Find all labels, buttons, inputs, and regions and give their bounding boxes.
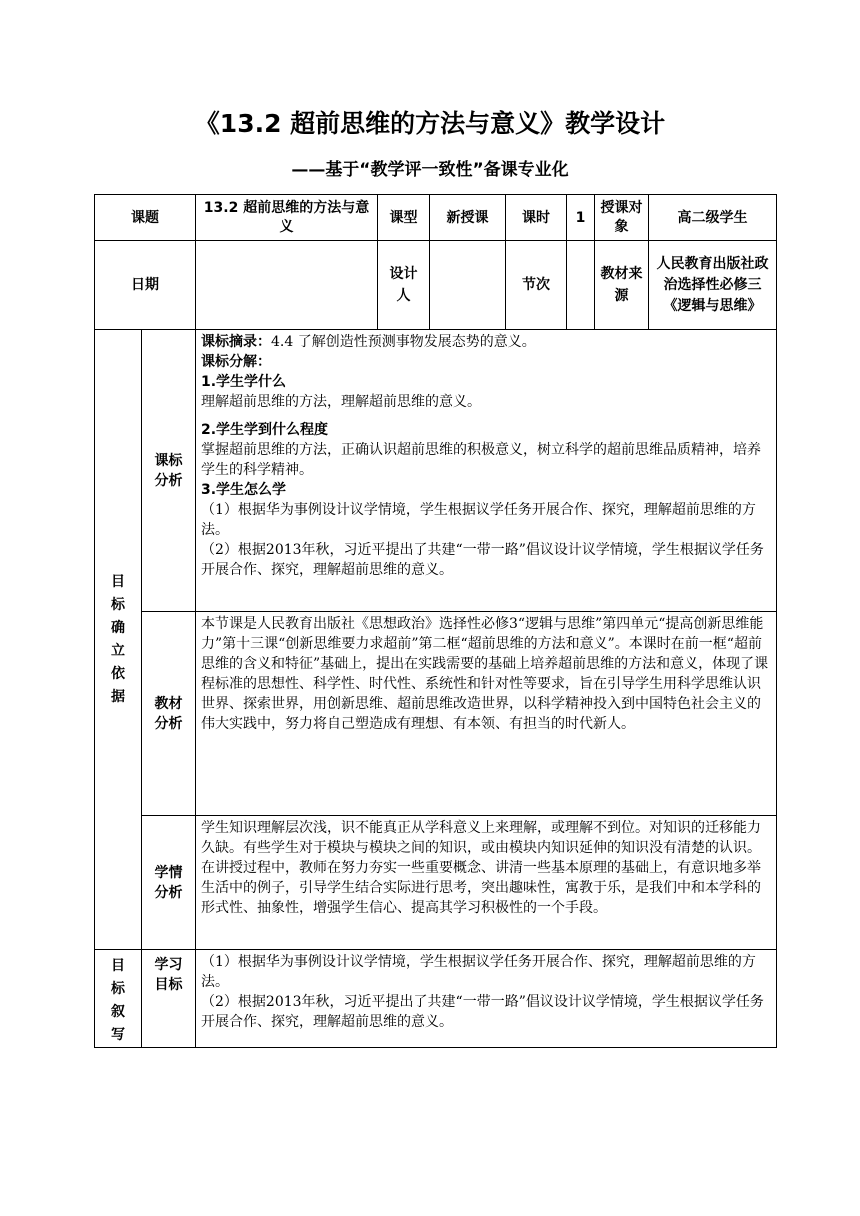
curriculum-label <box>142 330 196 612</box>
info-row-1 <box>95 195 777 241</box>
objectives-group-text: 目标叙写 <box>111 958 125 1043</box>
audience-label: 授课对象 <box>595 195 649 241</box>
audience-value: 高二级学生 <box>649 195 777 241</box>
topic-value: 13.2 超前思维的方法与意义 <box>196 195 378 241</box>
document-subtitle: ——基于“教学评一致性”备课专业化 <box>291 160 569 180</box>
answer-1: 理解超前思维的方法，理解超前思维的意义。 <box>201 394 481 410</box>
hours-value: 1 <box>567 195 595 241</box>
section-value <box>567 241 595 330</box>
learning-label-text: 学习目标 <box>154 957 183 993</box>
hours-label: 课时 <box>506 195 567 241</box>
designer-label: 设计人 <box>378 241 430 330</box>
question-1: 1.学生学什么 <box>201 374 287 390</box>
date-value <box>196 241 378 330</box>
section-label: 节次 <box>506 241 567 330</box>
designer-value <box>430 241 506 330</box>
excerpt-text: 4.4 了解创造性预测事物发展态势的意义。 <box>271 334 536 350</box>
students-row <box>95 816 777 950</box>
excerpt-label: 课标摘录： <box>201 334 271 350</box>
objectives-group-label <box>95 950 142 1048</box>
info-row-2 <box>95 241 777 330</box>
lesson-design-table <box>94 194 777 1048</box>
learning-item-1: （1）根据华为事例设计议学情境，学生根据议学任务开展合作、探究，理解超前思维的方法。 <box>201 954 756 990</box>
textbook-content: 本节课是人民教育出版社《思想政治》选择性必修3“逻辑与思维”第四单元“提高创新思维能力”第十三课“创新思维要力求超前”第二框“超前思维的方法和意义”。本课时在前一框“超前思维的含义和特征”基础上，提出在实践需要的基础上培养超前思维的方法和意义，体现了课程标准的思想性、科学性、时代性、系统性和针对性等要求，旨在引导学生用科学思维认识世界、探索世界，用创新思维、超前思维改造世界，以科学精神投入到中国特色社会主义的伟大实践中，努力将自己塑造成有理想、有本领、有担当的时代新人。 <box>196 612 777 816</box>
excerpt-line <box>201 332 771 352</box>
answer-3-1: （1）根据华为事例设计议学情境，学生根据议学任务开展合作、探究，理解超前思维的方法。 <box>201 502 756 538</box>
question-3: 3.学生怎么学 <box>201 482 287 498</box>
date-label: 日期 <box>95 241 196 330</box>
topic-label: 课题 <box>95 195 196 241</box>
answer-3-2: （2）根据2013年秋，习近平提出了共建“一带一路”倡议设计议学情境，学生根据议学任务开展合作、探究，理解超前思维的意义。 <box>201 542 764 578</box>
learning-item-2: （2）根据2013年秋，习近平提出了共建“一带一路”倡议设计议学情境，学生根据议学任务开展合作、探究，理解超前思维的意义。 <box>201 994 764 1030</box>
type-value: 新授课 <box>430 195 506 241</box>
textbook-row <box>95 612 777 816</box>
curriculum-label-text: 课标分析 <box>154 452 183 489</box>
document-title: 《13.2 超前思维的方法与意义》教学设计 <box>194 109 666 138</box>
decompose-label: 课标分解： <box>201 354 271 370</box>
curriculum-row <box>95 330 777 612</box>
curriculum-content <box>196 330 777 612</box>
textbook-label-text: 教材分析 <box>154 695 183 732</box>
type-label: 课型 <box>378 195 430 241</box>
source-value: 人民教育出版社政治选择性必修三《逻辑与思维》 <box>649 241 777 330</box>
question-2: 2.学生学到什么程度 <box>201 422 329 438</box>
answer-2: 掌握超前思维的方法，正确认识超前思维的积极意义，树立科学的超前思维品质精神，培养学生的科学精神。 <box>201 442 761 478</box>
learning-label <box>142 950 196 1048</box>
basis-group-text: 目标确立依据 <box>111 573 125 705</box>
students-label-text: 学情分析 <box>154 864 183 901</box>
textbook-label <box>142 612 196 816</box>
basis-group-label <box>95 330 142 950</box>
source-label: 教材来源 <box>595 241 649 330</box>
learning-content <box>196 950 777 1048</box>
objectives-row <box>95 950 777 1048</box>
students-label <box>142 816 196 950</box>
students-content: 学生知识理解层次浅，识不能真正从学科意义上来理解，或理解不到位。对知识的迁移能力久缺。有些学生对于模块与模块之间的知识，或由模块内知识延伸的知识没有清楚的认识。在讲授过程中，教师在努力夯实一些重要概念、讲清一些基本原理的基础上，有意识地多举生活中的例子，引导学生结合实际进行思考，突出趣味性，寓教于乐，是我们中和本学科的形式性、抽象性，增强学生信心、提高其学习积极性的一个手段。 <box>196 816 777 950</box>
